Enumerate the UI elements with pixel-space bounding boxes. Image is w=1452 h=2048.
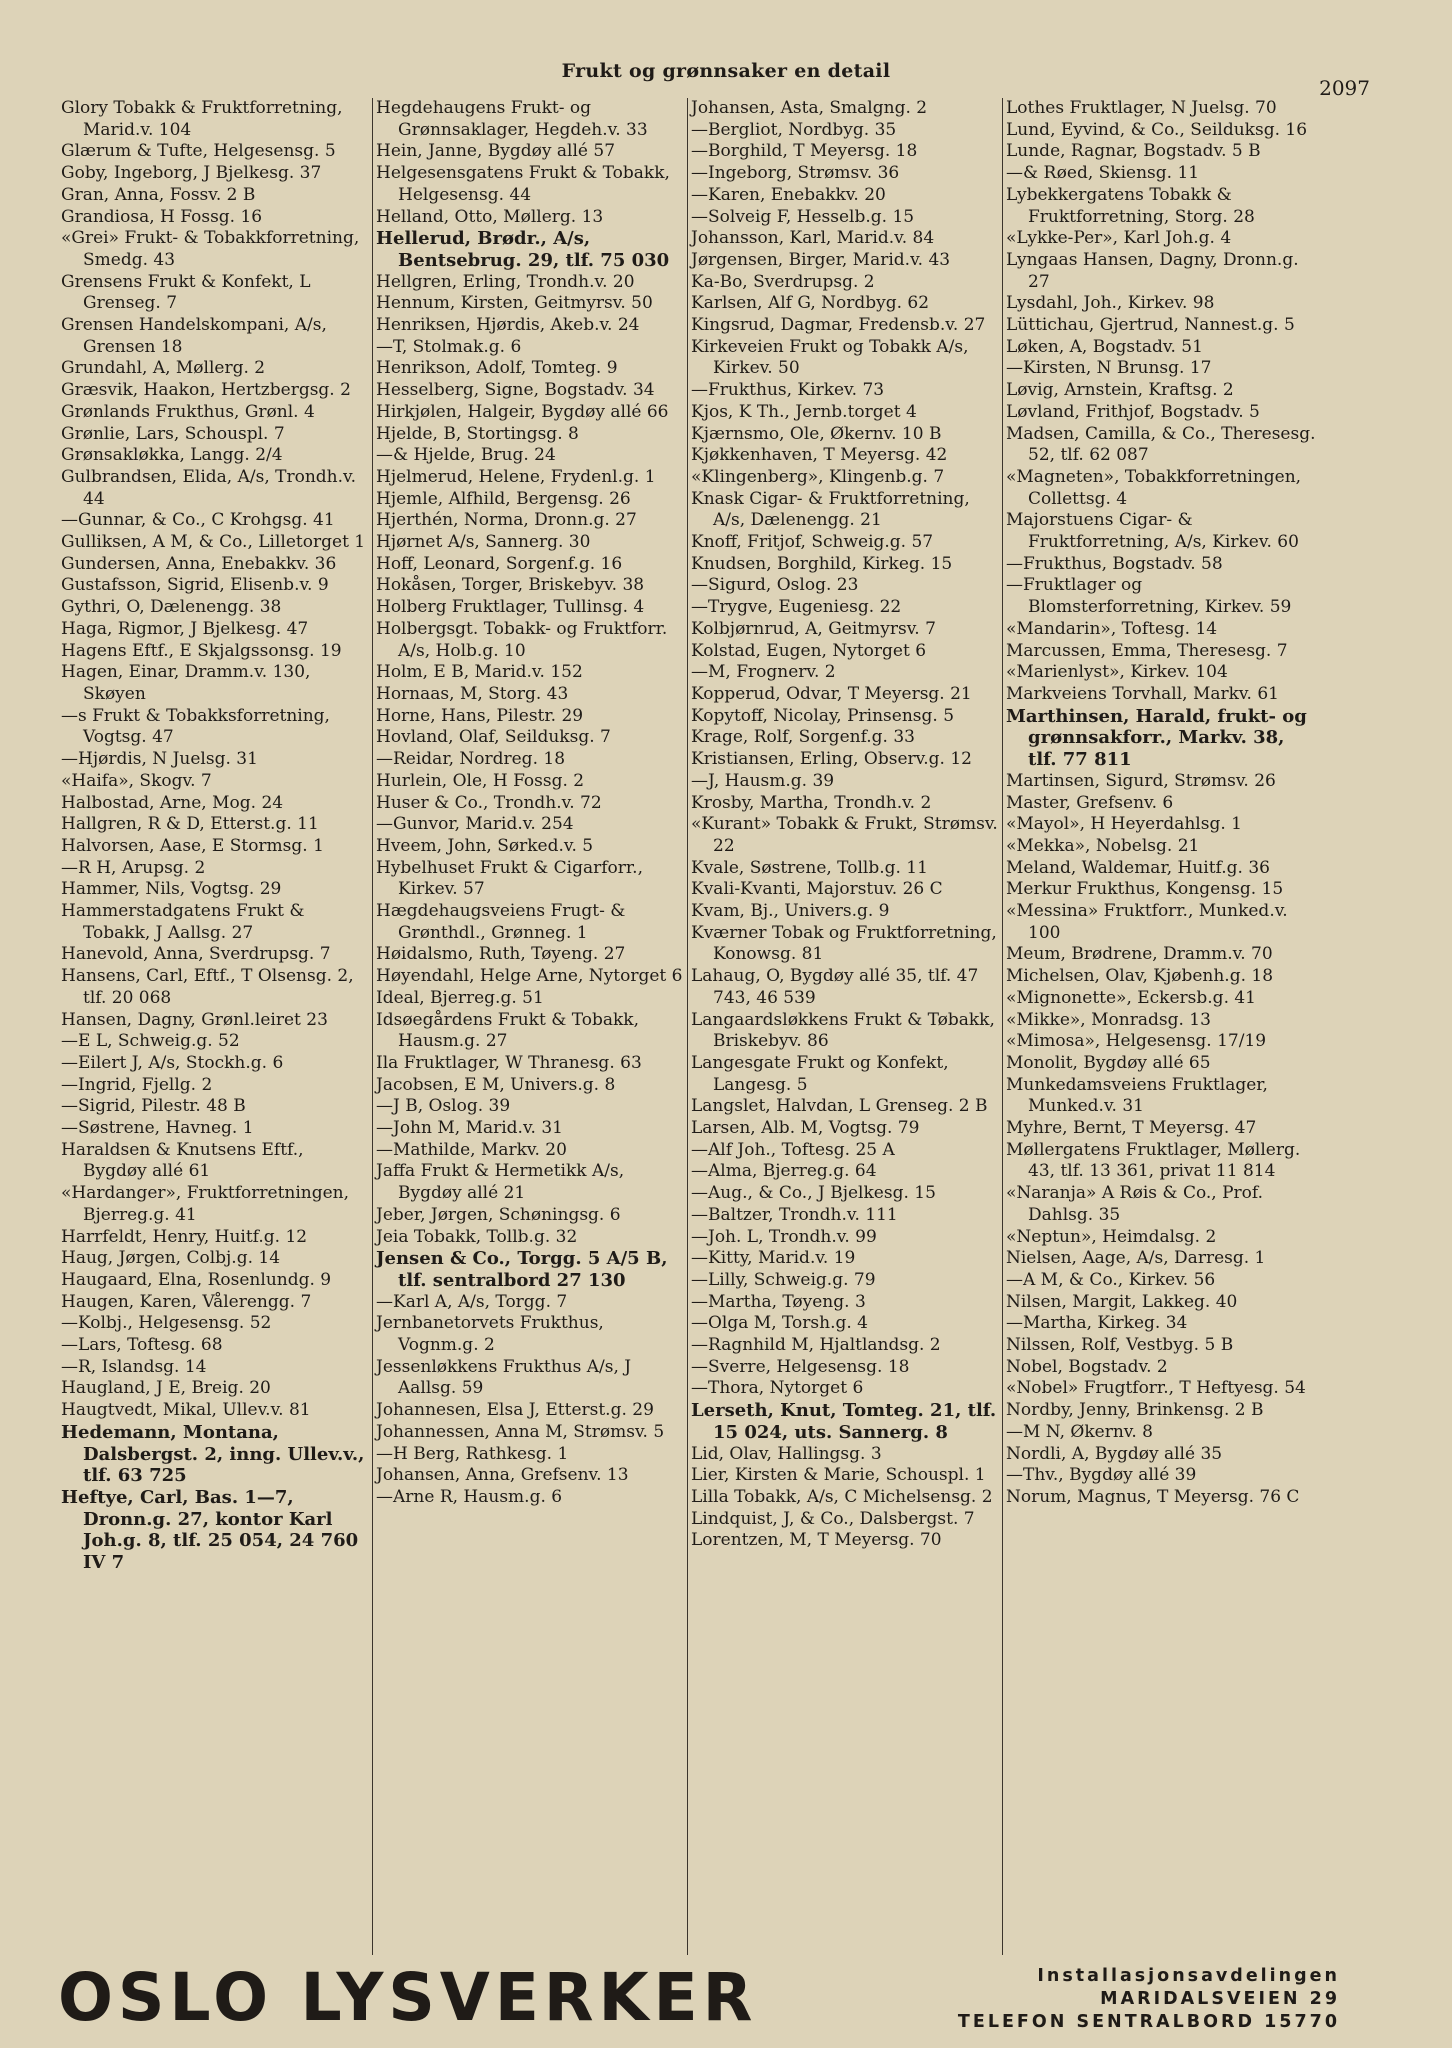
- directory-entry: Lüttichau, Gjertrud, Nannest.g. 5: [1006, 315, 1295, 336]
- directory-entry: Langaardsløkkens Frukt & Tøbakk, Briskebyv. 86: [691, 1009, 995, 1052]
- directory-entry: —Sigrid, Pilestr. 48 B: [61, 1096, 246, 1117]
- directory-entry: «Mandarin», Toftesg. 14: [1006, 618, 1218, 639]
- directory-entry: —E L, Schweig.g. 52: [61, 1031, 240, 1052]
- page-header: [40, 18, 1412, 100]
- directory-entry: —Thv., Bygdøy allé 39: [1006, 1465, 1197, 1486]
- directory-entry: «Marienlyst», Kirkev. 104: [1006, 662, 1228, 683]
- directory-entry: Haga, Rigmor, J Bjelkesg. 47: [61, 618, 309, 639]
- directory-entry: —J, Hausm.g. 39: [691, 770, 835, 791]
- directory-entry: Larsen, Alb. M, Vogtsg. 79: [691, 1118, 920, 1139]
- directory-entry: Nilsen, Margit, Lakkeg. 40: [1006, 1291, 1238, 1312]
- directory-entry: Kolbjørnrud, A, Geitmyrsv. 7: [691, 618, 936, 639]
- directory-entry: Myhre, Bernt, T Meyersg. 47: [1006, 1118, 1257, 1139]
- directory-entry: Kolstad, Eugen, Nytorget 6: [691, 640, 927, 661]
- directory-entry: —Martha, Tøyeng. 3: [691, 1291, 866, 1312]
- directory-entry: —John M, Marid.v. 31: [376, 1118, 563, 1139]
- directory-entry: —Lars, Toftesg. 68: [61, 1335, 223, 1356]
- directory-entry: —Martha, Kirkeg. 34: [1006, 1313, 1188, 1334]
- directory-entry: Glory Tobakk & Fruktforretning, Marid.v. 104: [61, 98, 343, 140]
- directory-entry: Hammer, Nils, Vogtsg. 29: [61, 879, 282, 900]
- directory-entry: «Lykke-Per», Karl Joh.g. 4: [1006, 228, 1232, 249]
- directory-entry: «Haifa», Skogv. 7: [61, 770, 212, 791]
- directory-entry: «Klingenberg», Klingenb.g. 7: [691, 466, 945, 487]
- directory-entry: Lilla Tobakk, A/s, C Michelsensg. 2: [691, 1487, 993, 1507]
- directory-entry: Huser & Co., Trondh.v. 72: [376, 792, 602, 813]
- directory-column-2: [373, 98, 688, 1955]
- directory-entry: Hirkjølen, Halgeir, Bygdøy allé 66: [376, 401, 669, 422]
- directory-entry: Holberg Fruktlager, Tullinsg. 4: [376, 597, 645, 618]
- directory-entry: —Karl A, A/s, Torgg. 7: [376, 1291, 568, 1312]
- directory-entry: Lund, Eyvind, & Co., Seilduksg. 16: [1006, 119, 1308, 140]
- directory-entry: Kjøkkenhaven, T Meyersg. 42: [691, 445, 948, 466]
- directory-entry: Kjærnsmo, Ole, Økernv. 10 B: [691, 423, 942, 444]
- directory-entry: Haugen, Karen, Vålerengg. 7: [61, 1291, 312, 1312]
- directory-entry: Knoff, Fritjof, Schweig.g. 57: [691, 532, 934, 553]
- directory-entry: —s Frukt & Tobakksforretning, Vogtsg. 47: [61, 705, 330, 748]
- directory-entry: —Søstrene, Havneg. 1: [61, 1118, 254, 1139]
- directory-entry: Henriksen, Hjørdis, Akeb.v. 24: [376, 315, 640, 336]
- directory-entry: —Arne R, Hausm.g. 6: [376, 1487, 563, 1507]
- directory-entry: Løvig, Arnstein, Kraftsg. 2: [1006, 380, 1234, 401]
- directory-entry: Merkur Frukthus, Kongensg. 15: [1006, 879, 1284, 900]
- directory-entry: Kristiansen, Erling, Observ.g. 12: [691, 749, 972, 770]
- directory-entry: Kvam, Bj., Univers.g. 9: [691, 901, 890, 922]
- directory-entry: Krosby, Martha, Trondh.v. 2: [691, 792, 932, 813]
- directory-entry: —Reidar, Nordreg. 18: [376, 749, 566, 770]
- directory-entry: Jacobsen, E M, Univers.g. 8: [376, 1074, 616, 1095]
- directory-entry: Michelsen, Olav, Kjøbenh.g. 18: [1006, 966, 1274, 987]
- directory-entry: Græsvik, Haakon, Hertzbergsg. 2: [61, 380, 351, 401]
- directory-entry: —R H, Arupsg. 2: [61, 857, 206, 878]
- directory-entry: Norum, Magnus, T Meyersg. 76 C: [1006, 1487, 1300, 1507]
- directory-entry: Johannessen, Anna M, Strømsv. 5: [376, 1421, 665, 1442]
- directory-entry: Lier, Kirsten & Marie, Schouspl. 1: [691, 1465, 986, 1486]
- directory-entry: Haugtvedt, Mikal, Ullev.v. 81: [61, 1400, 311, 1421]
- directory-entry: —H Berg, Rathkesg. 1: [376, 1443, 569, 1464]
- directory-entry: Nordby, Jenny, Brinkensg. 2 B: [1006, 1400, 1264, 1421]
- directory-entry: Langslet, Halvdan, L Grenseg. 2 B: [691, 1096, 988, 1117]
- advertiser-department: Installasjonsavdelingen: [1037, 1966, 1340, 1986]
- directory-entry: —Borghild, T Meyersg. 18: [691, 141, 918, 162]
- directory-entry: —T, Stolmak.g. 6: [376, 336, 522, 357]
- directory-entry: Markveiens Torvhall, Markv. 61: [1006, 683, 1279, 704]
- directory-entry: Hagens Eftf., E Skjalgssonsg. 19: [61, 640, 342, 661]
- directory-entry: «Mekka», Nobelsg. 21: [1006, 835, 1200, 856]
- directory-entry: Jørgensen, Birger, Marid.v. 43: [691, 249, 951, 270]
- directory-entry: Idsøegårdens Frukt & Tobakk, Hausm.g. 27: [376, 1009, 640, 1052]
- directory-entry: Hurlein, Ole, H Fossg. 2: [376, 770, 585, 791]
- directory-entry: «Mignonette», Eckersb.g. 41: [1006, 987, 1257, 1008]
- directory-entry: —R, Islandsg. 14: [61, 1356, 207, 1377]
- directory-entry: Høyendahl, Helge Arne, Nytorget 6: [376, 966, 683, 987]
- directory-entry: Haugaard, Elna, Rosenlundg. 9: [61, 1269, 332, 1290]
- directory-entry: Hjemle, Alfhild, Bergensg. 26: [376, 488, 631, 509]
- directory-entry: Holm, E B, Marid.v. 152: [376, 662, 583, 683]
- directory-entry: —M, Frognerv. 2: [691, 662, 836, 683]
- directory-entry: Grensen Handelskompani, A/s, Grensen 18: [61, 315, 327, 357]
- directory-entry: Jaffa Frukt & Hermetikk A/s, Bygdøy allé 21: [376, 1161, 625, 1204]
- directory-entry: Marthinsen, Harald, frukt- og grønnsakforr., Markv. 38, tlf. 77 811: [1006, 705, 1307, 771]
- directory-entry: Jessenløkkens Frukthus A/s, J Aallsg. 59: [376, 1356, 632, 1399]
- directory-entry: «Mimosa», Helgesensg. 17/19: [1006, 1031, 1267, 1052]
- directory-entry: Lahaug, O, Bygdøy allé 35, tlf. 47 743, 46 539: [691, 966, 979, 1008]
- directory-entry: Munkedamsveiens Fruktlager, Munked.v. 31: [1006, 1074, 1268, 1117]
- directory-entry: «Naranja» A Røis & Co., Prof. Dahlsg. 35: [1006, 1183, 1264, 1225]
- directory-entry: Majorstuens Cigar- & Fruktforretning, A/s, Kirkev. 60: [1006, 510, 1299, 553]
- directory-entry: Grønlands Frukthus, Grønl. 4: [61, 401, 315, 422]
- directory-entry: Løvland, Frithjof, Bogstadv. 5: [1006, 401, 1260, 422]
- directory-entry: —Alf Joh., Toftesg. 25 A: [691, 1139, 895, 1160]
- directory-entry: Kvale, Søstrene, Tollb.g. 11: [691, 857, 928, 878]
- directory-entry: Nielsen, Aage, A/s, Darresg. 1: [1006, 1248, 1266, 1269]
- directory-entry: —M N, Økernv. 8: [1006, 1421, 1153, 1442]
- directory-columns: [58, 98, 1318, 1955]
- directory-entry: —Thora, Nytorget 6: [691, 1378, 864, 1399]
- directory-entry: Gustafsson, Sigrid, Elisenb.v. 9: [61, 575, 329, 596]
- directory-entry: Haug, Jørgen, Colbj.g. 14: [61, 1248, 281, 1269]
- directory-entry: «Mayol», H Heyerdahlsg. 1: [1006, 814, 1242, 835]
- directory-entry: —Ingeborg, Strømsv. 36: [691, 163, 900, 184]
- directory-entry: Hornaas, M, Storg. 43: [376, 683, 569, 704]
- directory-entry: Hjørnet A/s, Sannerg. 30: [376, 532, 591, 553]
- directory-entry: Glærum & Tufte, Helgesensg. 5: [61, 141, 336, 162]
- directory-entry: Gulliksen, A M, & Co., Lilletorget 1: [61, 532, 366, 553]
- directory-entry: Kirkeveien Frukt og Tobakk A/s, Kirkev. 50: [691, 336, 969, 379]
- directory-entry: Gundersen, Anna, Enebakkv. 36: [61, 553, 337, 574]
- directory-entry: —Hjørdis, N Juelsg. 31: [61, 749, 258, 770]
- directory-entry: «Mikke», Monradsg. 13: [1006, 1009, 1211, 1030]
- directory-entry: Haugland, J E, Breig. 20: [61, 1378, 271, 1399]
- advertiser-phone: TELEFON SENTRALBORD 15770: [957, 2012, 1340, 2032]
- directory-entry: Knask Cigar- & Fruktforretning, A/s, Dælenengg. 21: [691, 488, 970, 531]
- directory-entry: Meum, Brødrene, Dramm.v. 70: [1006, 944, 1273, 965]
- directory-entry: Lid, Olav, Hallingsg. 3: [691, 1443, 882, 1464]
- directory-entry: Hansen, Dagny, Grønl.leiret 23: [61, 1009, 328, 1030]
- directory-entry: —Lilly, Schweig.g. 79: [691, 1269, 876, 1290]
- directory-entry: —& Røed, Skiensg. 11: [1006, 163, 1200, 184]
- directory-entry: —Frukthus, Kirkev. 73: [691, 380, 885, 401]
- directory-entry: «Nobel» Frugtforr., T Heftyesg. 54: [1006, 1378, 1306, 1399]
- directory-entry: Lunde, Ragnar, Bogstadv. 5 B: [1006, 141, 1261, 162]
- directory-entry: Hybelhuset Frukt & Cigarforr., Kirkev. 57: [376, 857, 643, 900]
- directory-entry: —Karen, Enebakkv. 20: [691, 184, 886, 205]
- directory-entry: Halvorsen, Aase, E Stormsg. 1: [61, 835, 324, 856]
- directory-column-1: [58, 98, 373, 1955]
- advertisement-footer: [58, 1959, 1340, 2036]
- directory-entry: Grandiosa, H Fossg. 16: [61, 206, 263, 227]
- directory-entry: —J B, Oslog. 39: [376, 1096, 511, 1117]
- directory-entry: Knudsen, Borghild, Kirkeg. 15: [691, 553, 953, 574]
- directory-entry: «Messina» Fruktforr., Munked.v. 100: [1006, 901, 1288, 943]
- directory-entry: Lorentzen, M, T Meyersg. 70: [691, 1530, 942, 1551]
- directory-entry: Nordli, A, Bygdøy allé 35: [1006, 1443, 1223, 1464]
- directory-entry: Langesgate Frukt og Konfekt, Langesg. 5: [691, 1052, 949, 1095]
- directory-entry: Lyngaas Hansen, Dagny, Dronn.g. 27: [1006, 249, 1299, 292]
- directory-entry: Gythri, O, Dælenengg. 38: [61, 597, 282, 618]
- page-title: Frukt og grønnsaker en detail: [561, 60, 891, 82]
- directory-entry: Hein, Janne, Bygdøy allé 57: [376, 141, 616, 162]
- directory-entry: Lybekkergatens Tobakk & Fruktforretning, Storg. 28: [1006, 184, 1255, 227]
- directory-entry: Marcussen, Emma, Theresesg. 7: [1006, 640, 1288, 661]
- directory-entry: «Grei» Frukt- & Tobakkforretning, Smedg. 43: [61, 228, 360, 270]
- directory-entry: —Aug., & Co., J Bjelkesg. 15: [691, 1183, 936, 1204]
- directory-entry: Hoff, Leonard, Sorgenf.g. 16: [376, 553, 623, 574]
- directory-entry: —& Hjelde, Brug. 24: [376, 445, 556, 466]
- directory-entry: Hansens, Carl, Eftf., T Olsensg. 2, tlf. 20 068: [61, 966, 354, 1008]
- directory-entry: Møllergatens Fruktlager, Møllerg. 43, tlf. 13 361, privat 11 814: [1006, 1139, 1301, 1182]
- directory-entry: Hveem, John, Sørked.v. 5: [376, 835, 594, 856]
- directory-entry: Gran, Anna, Fossv. 2 B: [61, 184, 256, 205]
- directory-entry: Harrfeldt, Henry, Huitf.g. 12: [61, 1226, 308, 1247]
- directory-entry: Hennum, Kirsten, Geitmyrsv. 50: [376, 293, 653, 314]
- directory-entry: Horne, Hans, Pilestr. 29: [376, 705, 584, 726]
- directory-entry: Hegdehaugens Frukt- og Grønnsaklager, Hegdeh.v. 33: [376, 98, 648, 140]
- directory-entry: Høidalsmo, Ruth, Tøyeng. 27: [376, 944, 626, 965]
- directory-entry: Hokåsen, Torger, Briskebyv. 38: [376, 575, 645, 596]
- directory-entry: Johansson, Karl, Marid.v. 84: [691, 228, 935, 249]
- directory-entry: «Neptun», Heimdalsg. 2: [1006, 1226, 1217, 1247]
- directory-entry: —Gunvor, Marid.v. 254: [376, 814, 574, 835]
- directory-entry: Hanevold, Anna, Sverdrupsg. 7: [61, 944, 331, 965]
- directory-entry: Master, Grefsenv. 6: [1006, 792, 1174, 813]
- directory-entry: Grundahl, A, Møllerg. 2: [61, 358, 266, 379]
- directory-entry: Helgesensgatens Frukt & Tobakk, Helgesensg. 44: [376, 163, 670, 205]
- directory-entry: —Ragnhild M, Hjaltlandsg. 2: [691, 1335, 941, 1356]
- directory-entry: Lysdahl, Joh., Kirkev. 98: [1006, 293, 1215, 314]
- directory-entry: Kværner Tobak og Fruktforretning, Konowsg. 81: [691, 922, 997, 965]
- directory-entry: Haraldsen & Knutsens Eftf., Bygdøy allé 61: [61, 1139, 304, 1182]
- directory-entry: —Joh. L, Trondh.v. 99: [691, 1226, 877, 1247]
- directory-entry: —Bergliot, Nordbyg. 35: [691, 119, 897, 140]
- directory-entry: —Kolbj., Helgesensg. 52: [61, 1313, 272, 1334]
- directory-entry: Halbostad, Arne, Mog. 24: [61, 792, 284, 813]
- directory-entry: Gulbrandsen, Elida, A/s, Trondh.v. 44: [61, 466, 357, 509]
- directory-entry: Henrikson, Adolf, Tomteg. 9: [376, 358, 618, 379]
- directory-entry: Hagen, Einar, Dramm.v. 130, Skøyen: [61, 662, 311, 704]
- directory-entry: —Trygve, Eugeniesg. 22: [691, 597, 902, 618]
- directory-entry: Lothes Fruktlager, N Juelsg. 70: [1006, 98, 1277, 118]
- directory-entry: —Mathilde, Markv. 20: [376, 1139, 567, 1160]
- directory-entry: Hellerud, Brødr., A/s, Bentsebrug. 29, tlf. 75 030: [376, 228, 670, 271]
- directory-entry: Nobel, Bogstadv. 2: [1006, 1356, 1168, 1377]
- directory-entry: Kopperud, Odvar, T Meyersg. 21: [691, 683, 972, 704]
- directory-entry: —Eilert J, A/s, Stockh.g. 6: [61, 1052, 284, 1073]
- directory-entry: Hjelde, B, Stortingsg. 8: [376, 423, 579, 444]
- directory-entry: —A M, & Co., Kirkev. 56: [1006, 1269, 1216, 1290]
- advertiser-brand: OSLO LYSVERKER: [58, 1959, 758, 2036]
- directory-column-3: [688, 98, 1003, 1955]
- directory-entry: Nilssen, Rolf, Vestbyg. 5 B: [1006, 1335, 1234, 1356]
- directory-entry: Ka-Bo, Sverdrupsg. 2: [691, 271, 875, 292]
- directory-entry: «Magneten», Tobakkforretningen, Collettsg. 4: [1006, 466, 1302, 509]
- directory-entry: —Kitty, Marid.v. 19: [691, 1248, 856, 1269]
- page-number: 2097: [1319, 76, 1370, 100]
- directory-entry: Karlsen, Alf G, Nordbyg. 62: [691, 293, 930, 314]
- directory-entry: Hammerstadgatens Frukt & Tobakk, J Aallsg. 27: [61, 901, 305, 943]
- advertiser-street: MARIDALSVEIEN 29: [1100, 1989, 1340, 2009]
- directory-entry: Ideal, Bjerreg.g. 51: [376, 987, 544, 1008]
- directory-entry: Hedemann, Montana, Dalsbergst. 2, inng. Ullev.v., tlf. 63 725: [61, 1421, 365, 1487]
- directory-entry: Madsen, Camilla, & Co., Theresesg. 52, tlf. 62 087: [1006, 423, 1316, 466]
- directory-entry: —Frukthus, Bogstadv. 58: [1006, 553, 1223, 574]
- directory-entry: Hesselberg, Signe, Bogstadv. 34: [376, 380, 655, 401]
- directory-entry: Jeber, Jørgen, Schøningsg. 6: [376, 1204, 621, 1225]
- directory-entry: —Ingrid, Fjellg. 2: [61, 1074, 213, 1095]
- directory-entry: Jensen & Co., Torgg. 5 A/5 B, tlf. sentralbord 27 130: [376, 1248, 668, 1291]
- directory-entry: Grønlie, Lars, Schouspl. 7: [61, 423, 285, 444]
- directory-entry: Grensens Frukt & Konfekt, L Grenseg. 7: [61, 271, 311, 314]
- directory-entry: Johansen, Asta, Smalgng. 2: [691, 98, 928, 118]
- directory-entry: Grønsakløkka, Langg. 2/4: [61, 445, 283, 466]
- directory-column-4: [1003, 98, 1318, 1955]
- directory-entry: Hovland, Olaf, Seilduksg. 7: [376, 727, 611, 748]
- directory-entry: Krage, Rolf, Sorgenf.g. 33: [691, 727, 915, 748]
- directory-entry: Kjos, K Th., Jernb.torget 4: [691, 401, 917, 422]
- directory-entry: —Kirsten, N Brunsg. 17: [1006, 358, 1212, 379]
- directory-entry: Jernbanetorvets Frukthus, Vognm.g. 2: [376, 1313, 604, 1356]
- directory-entry: Johansen, Anna, Grefsenv. 13: [376, 1465, 629, 1486]
- directory-entry: Lerseth, Knut, Tomteg. 21, tlf. 15 024, uts. Sannerg. 8: [691, 1400, 997, 1443]
- directory-entry: Martinsen, Sigurd, Strømsv. 26: [1006, 770, 1276, 791]
- directory-entry: Hægdehaugsveiens Frugt- & Grønthdl., Grønneg. 1: [376, 901, 626, 943]
- directory-entry: Meland, Waldemar, Huitf.g. 36: [1006, 857, 1270, 878]
- directory-entry: Monolit, Bygdøy allé 65: [1006, 1052, 1211, 1073]
- directory-entry: —Baltzer, Trondh.v. 111: [691, 1204, 898, 1225]
- directory-entry: Goby, Ingeborg, J Bjelkesg. 37: [61, 163, 322, 184]
- directory-entry: Holbergsgt. Tobakk- og Fruktforr. A/s, Holb.g. 10: [376, 618, 668, 661]
- directory-entry: —Sverre, Helgesensg. 18: [691, 1356, 910, 1377]
- directory-entry: «Hardanger», Fruktforretningen, Bjerreg.g. 41: [61, 1183, 350, 1225]
- directory-entry: Jeia Tobakk, Tollb.g. 32: [376, 1226, 578, 1247]
- directory-entry: Hjelmerud, Helene, Frydenl.g. 1: [376, 466, 656, 487]
- directory-entry: Løken, A, Bogstadv. 51: [1006, 336, 1203, 357]
- directory-entry: Hallgren, R & D, Etterst.g. 11: [61, 814, 319, 835]
- advertiser-address: [958, 1965, 1340, 2034]
- directory-entry: —Alma, Bjerreg.g. 64: [691, 1161, 877, 1182]
- directory-entry: Kvali-Kvanti, Majorstuv. 26 C: [691, 879, 943, 900]
- directory-entry: Helland, Otto, Møllerg. 13: [376, 206, 604, 227]
- directory-entry: Kopytoff, Nicolay, Prinsensg. 5: [691, 705, 955, 726]
- directory-entry: «Kurant» Tobakk & Frukt, Strømsv. 22: [691, 814, 998, 856]
- directory-entry: Heftye, Carl, Bas. 1—7, Dronn.g. 27, kontor Karl Joh.g. 8, tlf. 25 054, 24 760 IV 7: [61, 1487, 359, 1574]
- directory-entry: Ila Fruktlager, W Thranesg. 63: [376, 1052, 642, 1073]
- directory-entry: —Solveig F, Hesselb.g. 15: [691, 206, 915, 227]
- directory-entry: —Gunnar, & Co., C Krohgsg. 41: [61, 510, 335, 531]
- directory-entry: Lindquist, J, & Co., Dalsbergst. 7: [691, 1508, 975, 1529]
- directory-entry: Kingsrud, Dagmar, Fredensb.v. 27: [691, 315, 986, 336]
- directory-entry: —Olga M, Torsh.g. 4: [691, 1313, 868, 1334]
- directory-entry: Hellgren, Erling, Trondh.v. 20: [376, 271, 635, 292]
- directory-entry: —Sigurd, Oslog. 23: [691, 575, 859, 596]
- directory-entry: —Fruktlager og Blomsterforretning, Kirkev. 59: [1006, 575, 1292, 618]
- directory-entry: Johannesen, Elsa J, Etterst.g. 29: [376, 1400, 654, 1421]
- directory-entry: Hjerthén, Norma, Dronn.g. 27: [376, 510, 637, 531]
